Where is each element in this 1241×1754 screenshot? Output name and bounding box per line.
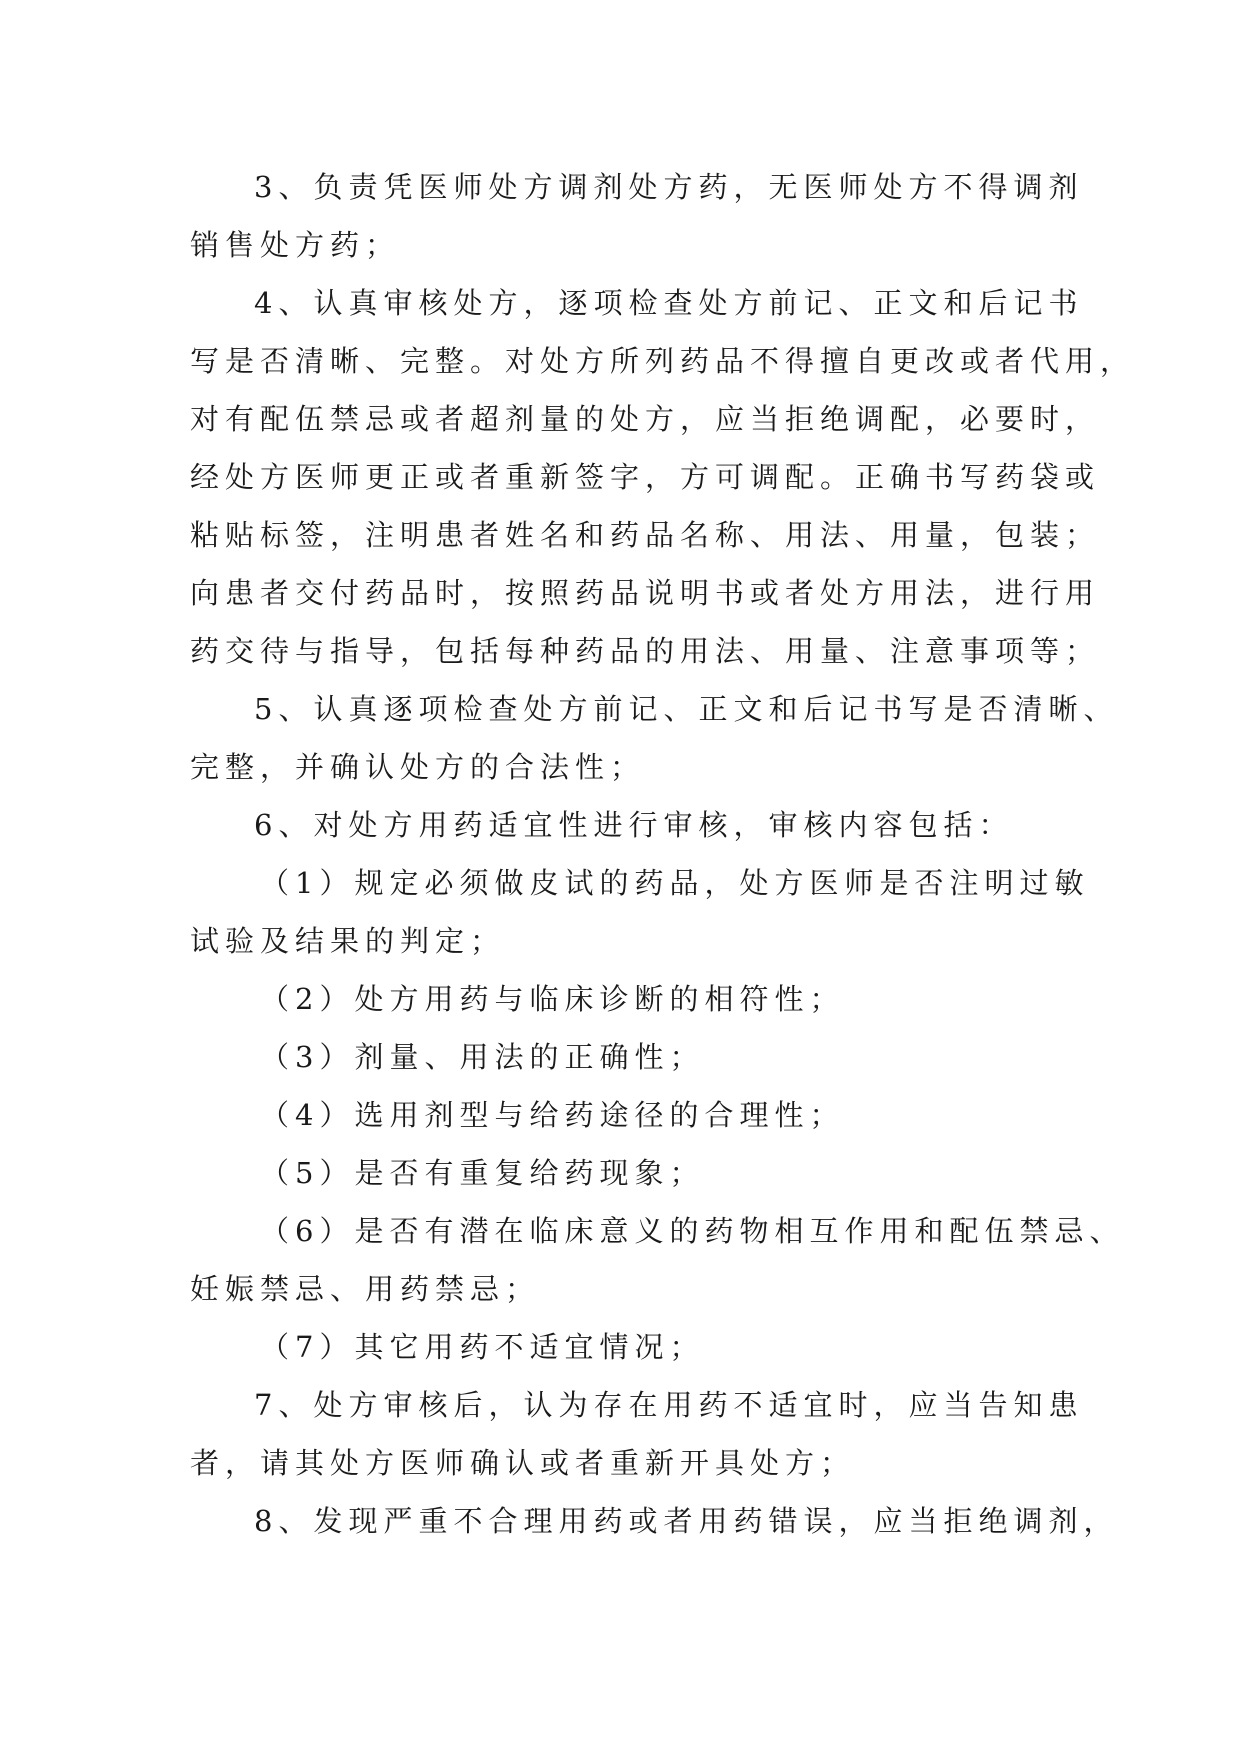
paragraph-4-line-2: 写是否清晰、完整。对处方所列药品不得擅自更改或者代用， xyxy=(190,344,1136,378)
paragraph-4-line-7: 药交待与指导，包括每种药品的用法、用量、注意事项等； xyxy=(190,634,1101,668)
paragraph-4-line-5: 粘贴标签，注明患者姓名和药品名称、用法、用量，包装； xyxy=(190,518,1101,552)
item-5: （5）是否有重复给药现象； xyxy=(260,1156,705,1190)
paragraph-4-line-6: 向患者交付药品时，按照药品说明书或者处方用法，进行用 xyxy=(190,576,1101,610)
paragraph-3-line-2: 销售处方药； xyxy=(190,228,401,262)
item-6-line-2: 妊娠禁忌、用药禁忌； xyxy=(190,1272,541,1306)
paragraph-4-line-1: 4、认真审核处方，逐项检查处方前记、正文和后记书 xyxy=(254,286,1084,320)
item-7: （7）其它用药不适宜情况； xyxy=(260,1330,705,1364)
item-4: （4）选用剂型与给药途径的合理性； xyxy=(260,1098,845,1132)
document-page xyxy=(190,158,1136,1550)
paragraph-4-line-3: 对有配伍禁忌或者超剂量的处方，应当拒绝调配，必要时， xyxy=(190,402,1101,436)
paragraph-3-line-1: 3、负责凭医师处方调剂处方药，无医师处方不得调剂 xyxy=(254,170,1084,204)
item-1-line-1: （1）规定必须做皮试的药品，处方医师是否注明过敏 xyxy=(260,866,1090,900)
item-1-line-2: 试验及结果的判定； xyxy=(190,924,506,958)
paragraph-7-line-2: 者，请其处方医师确认或者重新开具处方； xyxy=(190,1446,856,1480)
paragraph-5-line-2: 完整，并确认处方的合法性； xyxy=(190,750,646,784)
item-6-line-1: （6）是否有潜在临床意义的药物相互作用和配伍禁忌、 xyxy=(260,1214,1125,1248)
paragraph-7-line-1: 7、处方审核后，认为存在用药不适宜时，应当告知患 xyxy=(254,1388,1084,1422)
item-3: （3）剂量、用法的正确性； xyxy=(260,1040,705,1074)
paragraph-5-line-1: 5、认真逐项检查处方前记、正文和后记书写是否清晰、 xyxy=(254,692,1119,726)
paragraph-6-line-1: 6、对处方用药适宜性进行审核，审核内容包括： xyxy=(254,808,1014,842)
paragraph-8-line-1: 8、发现严重不合理用药或者用药错误，应当拒绝调剂， xyxy=(254,1504,1119,1538)
item-2: （2）处方用药与临床诊断的相符性； xyxy=(260,982,845,1016)
paragraph-4-line-4: 经处方医师更正或者重新签字，方可调配。正确书写药袋或 xyxy=(190,460,1101,494)
